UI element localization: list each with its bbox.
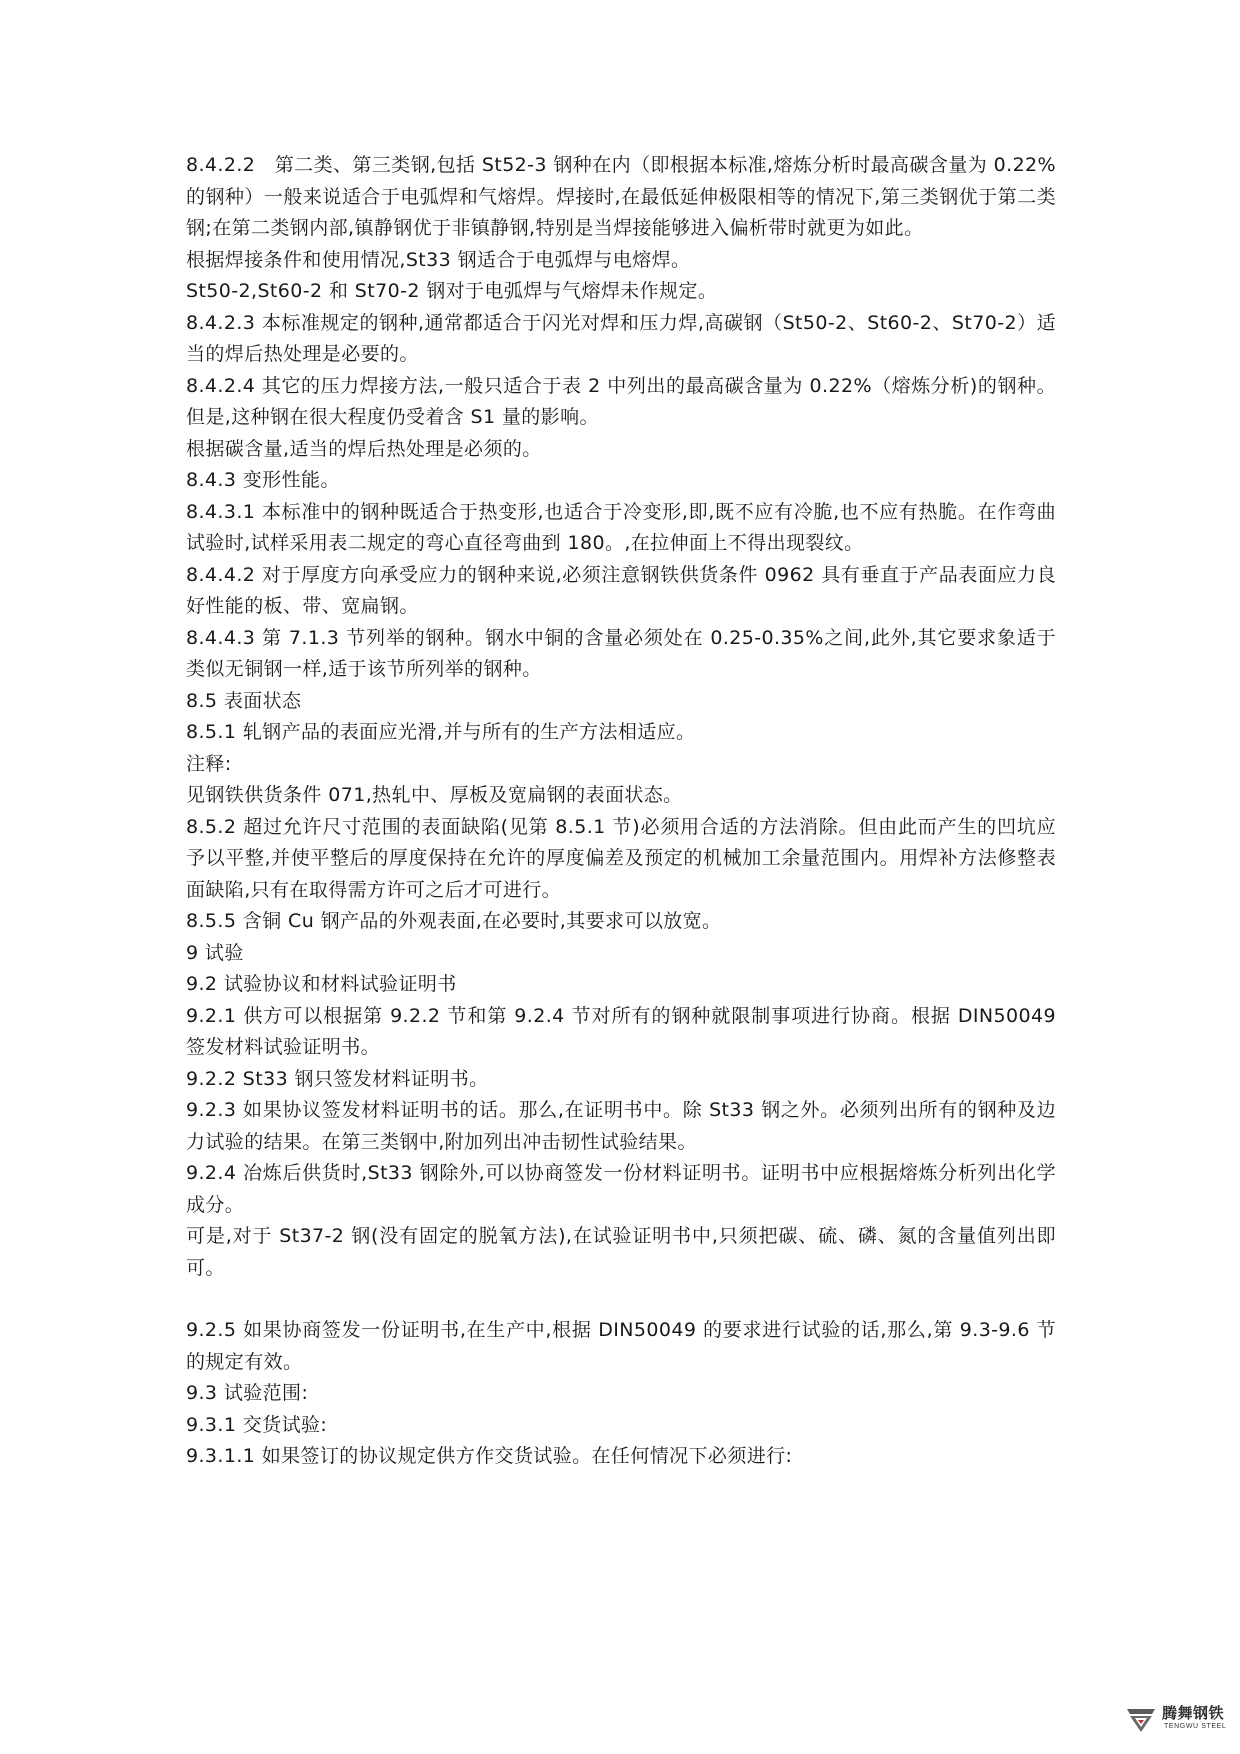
- paragraph-8-4-4-2: 8.4.4.2 对于厚度方向承受应力的钢种来说,必须注意钢铁供货条件 0962 具有垂直于产品表面应力良好性能的板、带、宽扁钢。: [186, 563, 1056, 617]
- tengwu-logo-icon: [1124, 1700, 1158, 1734]
- paragraph-9-2-3: 9.2.3 如果协议签发材料证明书的话。那么,在证明书中。除 St33 钢之外。必须列出所有的钢种及边力试验的结果。在第三类钢中,附加列出冲击韧性试验结果。: [186, 1099, 1056, 1153]
- logo-name-cn: 腾舞钢铁: [1162, 1704, 1225, 1722]
- paragraph-st50-welding: St50-2,St60-2 和 St70-2 钢对于电弧焊与气熔焊未作规定。: [186, 280, 718, 302]
- paragraph-8-4-4-3: 8.4.4.3 第 7.1.3 节列举的钢种。钢水中铜的含量必须处在 0.25-0.35%之间,此外,其它要求象适于类似无铜钢一样,适于该节所列举的钢种。: [186, 626, 1056, 680]
- paragraph-8-5-2: 8.5.2 超过允许尺寸范围的表面缺陷(见第 8.5.1 节)必须用合适的方法消除。但由此而产生的凹坑应予以平整,并使平整后的厚度保持在允许的厚度偏差及预定的机械加工余量范围内。用焊补方法修整表面缺陷,只有在取得需方许可之后才可进行。: [186, 815, 1056, 901]
- document-body: [186, 150, 1056, 1473]
- heading-9-2: 9.2 试验协议和材料试验证明书: [186, 973, 457, 995]
- heading-9-3: 9.3 试验范围:: [186, 1382, 309, 1404]
- heading-8-5: 8.5 表面状态: [186, 689, 302, 712]
- paragraph-8-4-2-3: 8.4.2.3 本标准规定的钢种,通常都适合于闪光对焊和压力焊,高碳钢（St50-2、St60-2、St70-2）适当的焊后热处理是必要的。: [186, 311, 1056, 365]
- paragraph-carbon-heat-treatment: 根据碳含量,适当的焊后热处理是必须的。: [186, 437, 542, 460]
- paragraph-9-3-1-1: 9.3.1.1 如果签订的协议规定供方作交货试验。在任何情况下必须进行:: [186, 1445, 793, 1467]
- logo-name-en: TENGWU STEEL: [1164, 1723, 1227, 1730]
- paragraph-st37-certificate: 可是,对于 St37-2 钢(没有固定的脱氧方法),在试验证明书中,只须把碳、硫、磷、氮的含量值列出即可。: [186, 1225, 1056, 1279]
- paragraph-8-4-2-4: 8.4.2.4 其它的压力焊接方法,一般只适合于表 2 中列出的最高碳含量为 0.22%（熔炼分析)的钢种。但是,这种钢在很大程度仍受着含 S1 量的影响。: [186, 374, 1056, 428]
- paragraph-8-4-3-1: 8.4.3.1 本标准中的钢种既适合于热变形,也适合于冷变形,即,既不应有冷脆,也不应有热脆。在作弯曲试验时,试样采用表二规定的弯心直径弯曲到 180。,在拉伸面上不得出现裂纹。: [186, 500, 1056, 554]
- note-text: 见钢铁供货条件 071,热轧中、厚板及宽扁钢的表面状态。: [186, 784, 683, 806]
- paragraph-8-4-2-2: 8.4.2.2 第二类、第三类钢,包括 St52-3 钢种在内（即根据本标准,熔炼分析时最高碳含量为 0.22%的钢种）一般来说适合于电弧焊和气熔焊。焊接时,在最低延伸极限相等的情况下,第三类钢优于第二类钢;在第二类钢内部,镇静钢优于非镇静钢,特别是当焊接能够进入偏析带时就更为如此。: [186, 154, 1056, 239]
- paragraph-st33-welding: 根据焊接条件和使用情况,St33 钢适合于电弧焊与电熔焊。: [186, 248, 691, 271]
- paragraph-8-5-5: 8.5.5 含铜 Cu 钢产品的外观表面,在必要时,其要求可以放宽。: [186, 910, 722, 932]
- note-label: 注释:: [186, 752, 232, 775]
- company-logo: [1124, 1698, 1227, 1742]
- heading-9-3-1: 9.3.1 交货试验:: [186, 1413, 328, 1436]
- paragraph-8-5-1: 8.5.1 轧钢产品的表面应光滑,并与所有的生产方法相适应。: [186, 721, 696, 743]
- heading-8-4-3: 8.4.3 变形性能。: [186, 469, 340, 491]
- paragraph-9-2-1: 9.2.1 供方可以根据第 9.2.2 节和第 9.2.4 节对所有的钢种就限制事项进行协商。根据 DIN50049 签发材料试验证明书。: [186, 1004, 1056, 1058]
- paragraph-9-2-5: 9.2.5 如果协商签发一份证明书,在生产中,根据 DIN50049 的要求进行试验的话,那么,第 9.3-9.6 节的规定有效。: [186, 1319, 1056, 1373]
- heading-9: 9 试验: [186, 941, 244, 964]
- paragraph-9-2-2: 9.2.2 St33 钢只签发材料证明书。: [186, 1067, 489, 1090]
- paragraph-9-2-4: 9.2.4 冶炼后供货时,St33 钢除外,可以协商签发一份材料证明书。证明书中应根据熔炼分析列出化学成分。: [186, 1162, 1056, 1216]
